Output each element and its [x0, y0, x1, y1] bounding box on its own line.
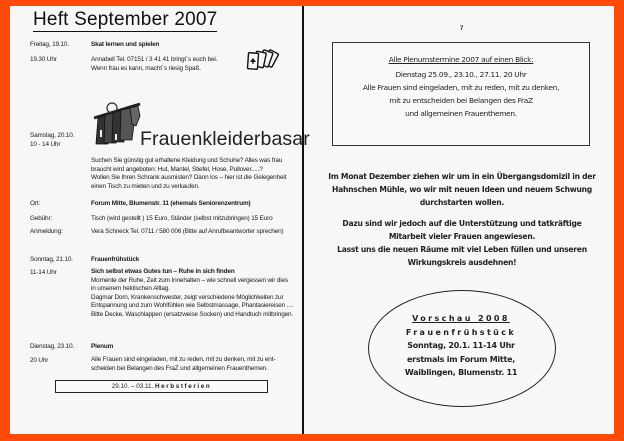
event-date: Dienstag, 23.10. [30, 343, 75, 350]
event-time: 11-14 Uhr [30, 269, 57, 276]
holiday-banner: 29.10. – 03.11. Herbstferien [55, 380, 268, 393]
event-description: Suchen Sie günstig gut erhaltene Kleidung und Schuhe? Alles was frau braucht wird angeboten: Hut, Mantel, Stiefel, Hose, Pullover.....? Wollen Sie Ihren Schrank ausmisten? Dann los – hier ist die Gelegenheit einen Tisch zu mieten und zu verkaufen. [91, 157, 287, 190]
plenum-dates-box: Alle Plenumstermine 2007 auf einen Blick: Dienstag 25.09., 23.10., 27.11. 20 Uhr Alle Frauen sind eingeladen, mit zu reden, mit zu denken, mit zu entscheiden bei Belangen des FraZ und allgemeinen Frauenthemen. [332, 42, 590, 146]
event-description: Sich selbst etwas Gutes tun – Ruhe in sich finden Momente der Ruhe, Zeit zum Innehalten – wie schnell vergessen wir dies in unserem hektischen Alltag. Dagmar Dorn, Krankenschwester, zeigt verschiedene Möglichkeiten zur Entspannung und zum Wohlfühlen wie Selbstmassage, Phantasiereisen .... Bitte Decke, Waschlappen (ersatzweise Socken) und Handtuch mitbringen. [91, 268, 294, 318]
page-divider [302, 6, 304, 434]
detail-value-registration: Vera Schneck Tel. 0711 / 580 006 (Bitte auf Anrufbeantworter sprechen) [91, 228, 284, 235]
preview-heading: Vorschau 2008 [412, 314, 510, 323]
page-number: 7 [460, 26, 464, 32]
preview-2008: Vorschau 2008 Frauenfrühstück Sonntag, 20.1. 11-14 Uhr erstmals im Forum Mitte, Waiblingen, Blumenstr. 11 [368, 312, 554, 380]
event-date: Samstag, 20.10. 10 - 14 Uhr [30, 132, 75, 148]
event-date: Freitag, 19.10. [30, 41, 69, 48]
event-title: Frauenfrühstück [91, 256, 140, 263]
event-title: Plenum [91, 343, 114, 350]
event-time: 19.30 Uhr [30, 56, 57, 63]
preview-title: Frauenfrühstück [405, 327, 517, 337]
event-title-banner: Frauenkleiderbasar [140, 128, 310, 150]
event-date: Sonntag, 21.10. [30, 256, 73, 263]
relocation-announcement: Im Monat Dezember ziehen wir um in ein Übergangsdomizil in der Hahnschen Mühle, wo wir mit neuen Ideen und neuem Schwung durchstarten wollen. Dazu sind wir jedoch auf die Unterstützung und tatkräftige Mitarbeit vieler Frauen angewiesen. Lasst uns die neuen Räume mit viel Leben füllen und unseren Wirkungskreis ausdehnen! [328, 172, 596, 267]
event-description: Annabell Tel. 07151 / 3 41 41 bringt´s euch bei. Wenn frau es kann, macht´s riesig Spaß. [91, 56, 218, 72]
page-title: Heft September 2007 [33, 9, 218, 30]
playing-cards-icon [244, 48, 284, 76]
event-time: 20 Uhr [30, 357, 49, 364]
event-description: Alle Frauen sind eingeladen, mit zu reden, mit zu denken, mit zu ent- scheiden bei Belangen des FraZ und allgemeinen Frauenthemen. [91, 356, 276, 372]
detail-value-location: Forum Mitte, Blumenstr. 11 (ehemals Seniorenzentrum) [91, 200, 251, 207]
detail-label-location: Ort: [30, 200, 41, 207]
detail-label-registration: Anmeldung: [30, 228, 63, 235]
plenum-heading: Alle Plenumstermine 2007 auf einen Blick: [388, 55, 534, 64]
detail-value-fee: Tisch (wird gestellt ) 15 Euro, Ständer (selbst mitzubringen) 15 Euro [91, 215, 273, 222]
event-title: Skat lernen und spielen [91, 41, 160, 48]
detail-label-fee: Gebühr: [30, 215, 53, 222]
clothes-rack-icon [90, 96, 142, 146]
